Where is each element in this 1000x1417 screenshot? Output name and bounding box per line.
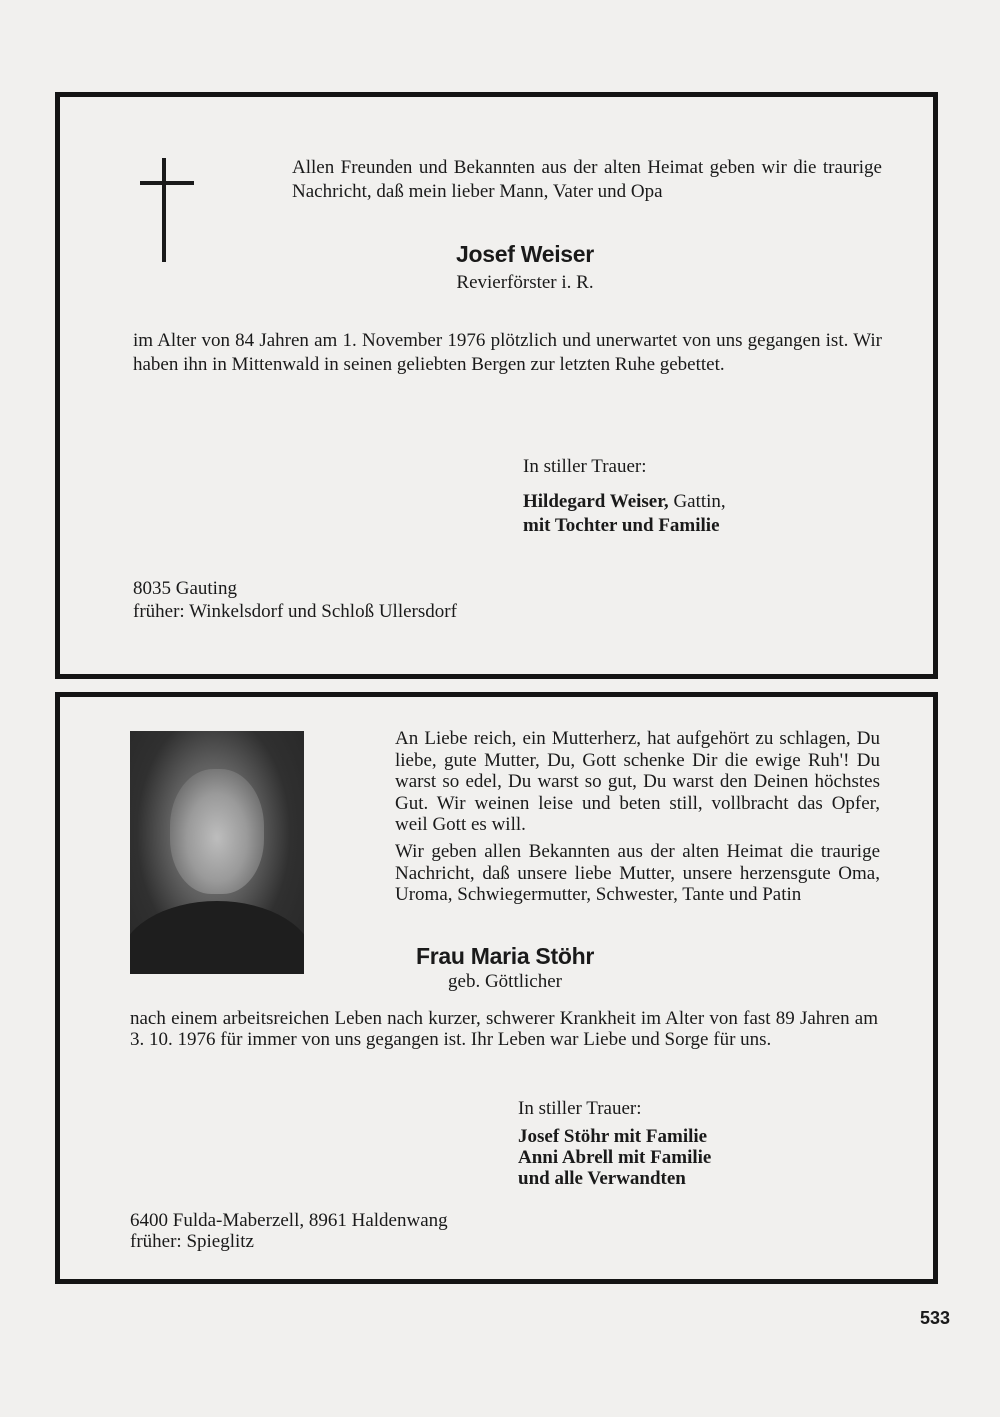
notice1-body: im Alter von 84 Jahren am 1. November 1976 plötzlich und unerwartet von uns gegangen ist. Wir haben ihn in Mittenwald in seinen geliebten Bergen zur letzten Ruhe gebettet. [133,330,882,375]
notice1-title: Revierförster i. R. [456,272,594,293]
portrait-photo [130,731,304,974]
notice1-mourner-family: mit Tochter und Familie [523,515,720,536]
notice2-maiden-name: geb. Göttlicher [448,971,562,992]
notice1-intro: Allen Freunden und Bekannten aus der alten Heimat geben wir die traurige Nachricht, daß mein lieber Mann, Vater und Opa [292,157,882,202]
notice2-poem: An Liebe reich, ein Mutterherz, hat aufgehört zu schlagen, Du liebe, gute Mutter, Du, Gott schenke Dir die ewige Ruh'! Du warst so edel, Du warst so gut, Du warst den Deinen höchstes Gut. Wir weinen leise und beten still, vollbracht das Opfer, weil Gott es will. [395,728,880,835]
notice2-deceased-name: Frau Maria Stöhr [416,943,594,969]
notice2-address: 6400 Fulda-Maberzell, 8961 Haldenwang [130,1210,448,1231]
notice1-former-address: früher: Winkelsdorf und Schloß Ullersdorf [133,601,457,622]
cross-icon-bar [140,181,194,185]
notice1-mourner-relation: Gattin, [668,491,726,512]
cross-icon [162,158,166,262]
portrait-face [170,769,264,894]
portrait-shoulders [130,901,304,974]
notice1-mourning-label: In stiller Trauer: [523,456,647,477]
notice2-mourner-2: Anni Abrell mit Familie [518,1147,712,1168]
notice2-mourning-label: In stiller Trauer: [518,1098,642,1119]
notice2-body: nach einem arbeitsreichen Leben nach kurzer, schwerer Krankheit im Alter von fast 89 Jahren am 3. 10. 1976 für immer von uns gegangen ist. Ihr Leben war Liebe und Sorge für uns. [130,1008,878,1050]
notice2-former-address: früher: Spieglitz [130,1231,254,1252]
notice1-deceased-name: Josef Weiser [456,241,594,267]
notice1-address: 8035 Gauting [133,578,237,599]
notice1-mourner [523,490,726,514]
notice2-mourner-3: und alle Verwandten [518,1168,686,1189]
page-number: 533 [920,1308,951,1328]
notice2-intro: Wir geben allen Bekannten aus der alten Heimat die traurige Nachricht, daß unsere liebe Mutter, unsere herzensgute Oma, Uroma, Schwiegermutter, Schwester, Tante und Patin [395,841,880,905]
notice2-mourner-1: Josef Stöhr mit Familie [518,1126,708,1147]
notice1-mourner-name: Hildegard Weiser, [523,491,669,512]
